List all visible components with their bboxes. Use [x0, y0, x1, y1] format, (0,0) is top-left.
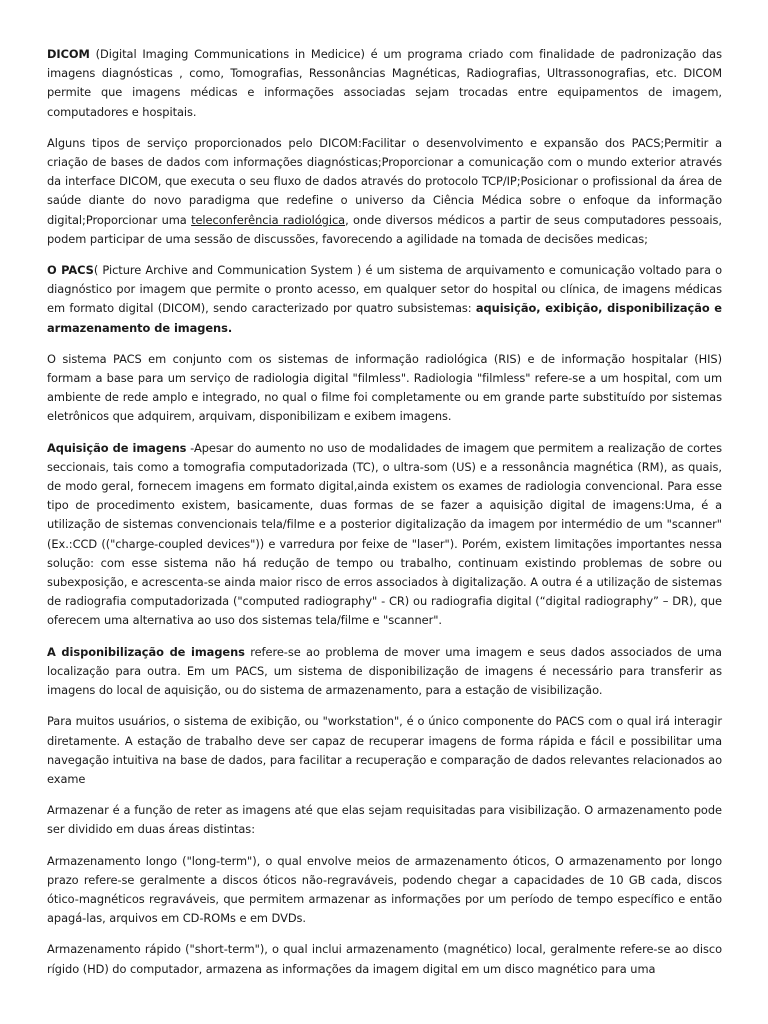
paragraph-long-term: Armazenamento longo ("long-term"), o qual envolve meios de armazenamento óticos, O armazenamento por longo prazo refere-se geralmente a discos óticos não-regraváveis, podendo chegar a capacidades de 10 GB cada, discos ótico-magnéticos regraváveis, que permitem armazenar as informações por um período de tempo específico e então apagá-las, arquivos em CD-ROMs e em DVDs. — [47, 853, 722, 926]
term-subsystems: aquisição, exibição, disponibilização e armazenamento de imagens. — [47, 301, 722, 335]
term-aquisicao: Aquisição de imagens — [47, 440, 187, 455]
paragraph-aquisicao: Aquisição de imagens -Apesar do aumento no uso de modalidades de imagem que permitem a realização de cortes seccionais, tais como a tomografia computadorizada (TC), o ultra-som (US) e a ressonância magnética (RM), as quais, de modo geral, fornecem imagens em formato digital,ainda existem os exames de radiologia convencional. Para esse tipo de procedimento existem, basicamente, duas formas de se fazer a aquisição digital de imagens:Uma, é a utilização de sistemas convencionais tela/filme e a posterior digitalização da imagem por intermédio de um "scanner"(Ex.:CCD (("charge-coupled devices")) e varredura por feixe de "laser"). Porém, existem limitações importantes nessa solução: com esse sistema não há redução de tempo ou trabalho, continuam existindo problemas de sobre ou subexposição, e acrescenta-se ainda maior risco de erros associados à digitalização. A outra é a utilização de sistemas de radiografia computadorizada ("computed radiography" - CR) ou radiografia digital (“digital radiography” – DR), que oferecem uma alternativa ao uso dos sistemas tela/filme e "scanner". — [47, 440, 722, 628]
paragraph-pacs: O PACS( Picture Archive and Communication System ) é um sistema de arquivamento e comunicação voltado para o diagnóstico por imagem que permite o pronto acesso, em qualquer setor do hospital ou clínica, de imagens médicas em formato digital (DICOM), sendo caracterizado por quatro subsistemas: aquisição, exibição, disponibilização e armazenamento de imagens. — [47, 263, 722, 335]
paragraph-dicom-services: Alguns tipos de serviço proporcionados pelo DICOM:Facilitar o desenvolvimento e expansão dos PACS;Permitir a criação de bases de dados com informações diagnósticas;Proporcionar a comunicação com o mundo exterior através da interface DICOM, que executa o seu fluxo de dados através do protocolo TCP/IP;Posicionar o profissional da área de saúde diante do novo paradigma que redefine o universo da Ciência Médica sobre o enfoque da informação digital;Proporcionar uma teleconferência radiológica, onde diversos médicos a partir de seus computadores pessoais, podem participar de uma sessão de discussões, favorecendo a agilidade na tomada de decisões medicas; — [47, 135, 722, 246]
paragraph-workstation: Para muitos usuários, o sistema de exibição, ou "workstation", é o único componente do PACS com o qual irá interagir diretamente. A estação de trabalho deve ser capaz de recuperar imagens de forma rápida e fácil e possibilitar uma navegação intuitiva na base de dados, para facilitar a recuperação e comparação de dados relevantes relacionados ao exame — [47, 714, 722, 786]
teleconferencia-link[interactable]: teleconferência radiológica — [191, 212, 346, 227]
term-dicom: DICOM — [47, 47, 90, 61]
paragraph-short-term: Armazenamento rápido ("short-term"), o qual inclui armazenamento (magnético) local, geralmente refere-se ao disco rígido (HD) do computador, armazena as informações da imagem digital em um disco magnético para uma — [47, 942, 722, 976]
paragraph-dicom: DICOM (Digital Imaging Communications in Medicice) é um programa criado com finalidade de padronização das imagens diagnósticas , como, Tomografias, Ressonâncias Magnéticas, Radiografias, Ultrassonografias, etc. DICOM permite que imagens médicas e informações associadas sejam trocadas entre equipamentos de imagem, computadores e hospitais. — [47, 47, 722, 119]
term-pacs: O PACS — [47, 263, 94, 278]
term-disponibilizacao: A disponibilização de imagens — [47, 644, 245, 659]
paragraph-disponibilizacao: A disponibilização de imagens refere-se ao problema de mover uma imagem e seus dados associados de uma localização para outra. Em um PACS, um sistema de disponibilização de imagens é necessário para transferir as imagens do local de aquisição, ou do sistema de armazenamento, para a estação de visibilização. — [47, 644, 722, 698]
paragraph-filmless: O sistema PACS em conjunto com os sistemas de informação radiológica (RIS) e de informação hospitalar (HIS) formam a base para um serviço de radiologia digital "filmless". Radiologia "filmless" refere-se a um hospital, com um ambiente de rede amplo e integrado, no qual o filme foi completamente ou em grande parte substituído por sistemas eletrônicos que adquirem, arquivam, disponibilizam e exibem imagens. — [47, 351, 722, 424]
paragraph-armazenar: Armazenar é a função de reter as imagens até que elas sejam requisitadas para visibilização. O armazenamento pode ser dividido em duas áreas distintas: — [47, 803, 722, 837]
